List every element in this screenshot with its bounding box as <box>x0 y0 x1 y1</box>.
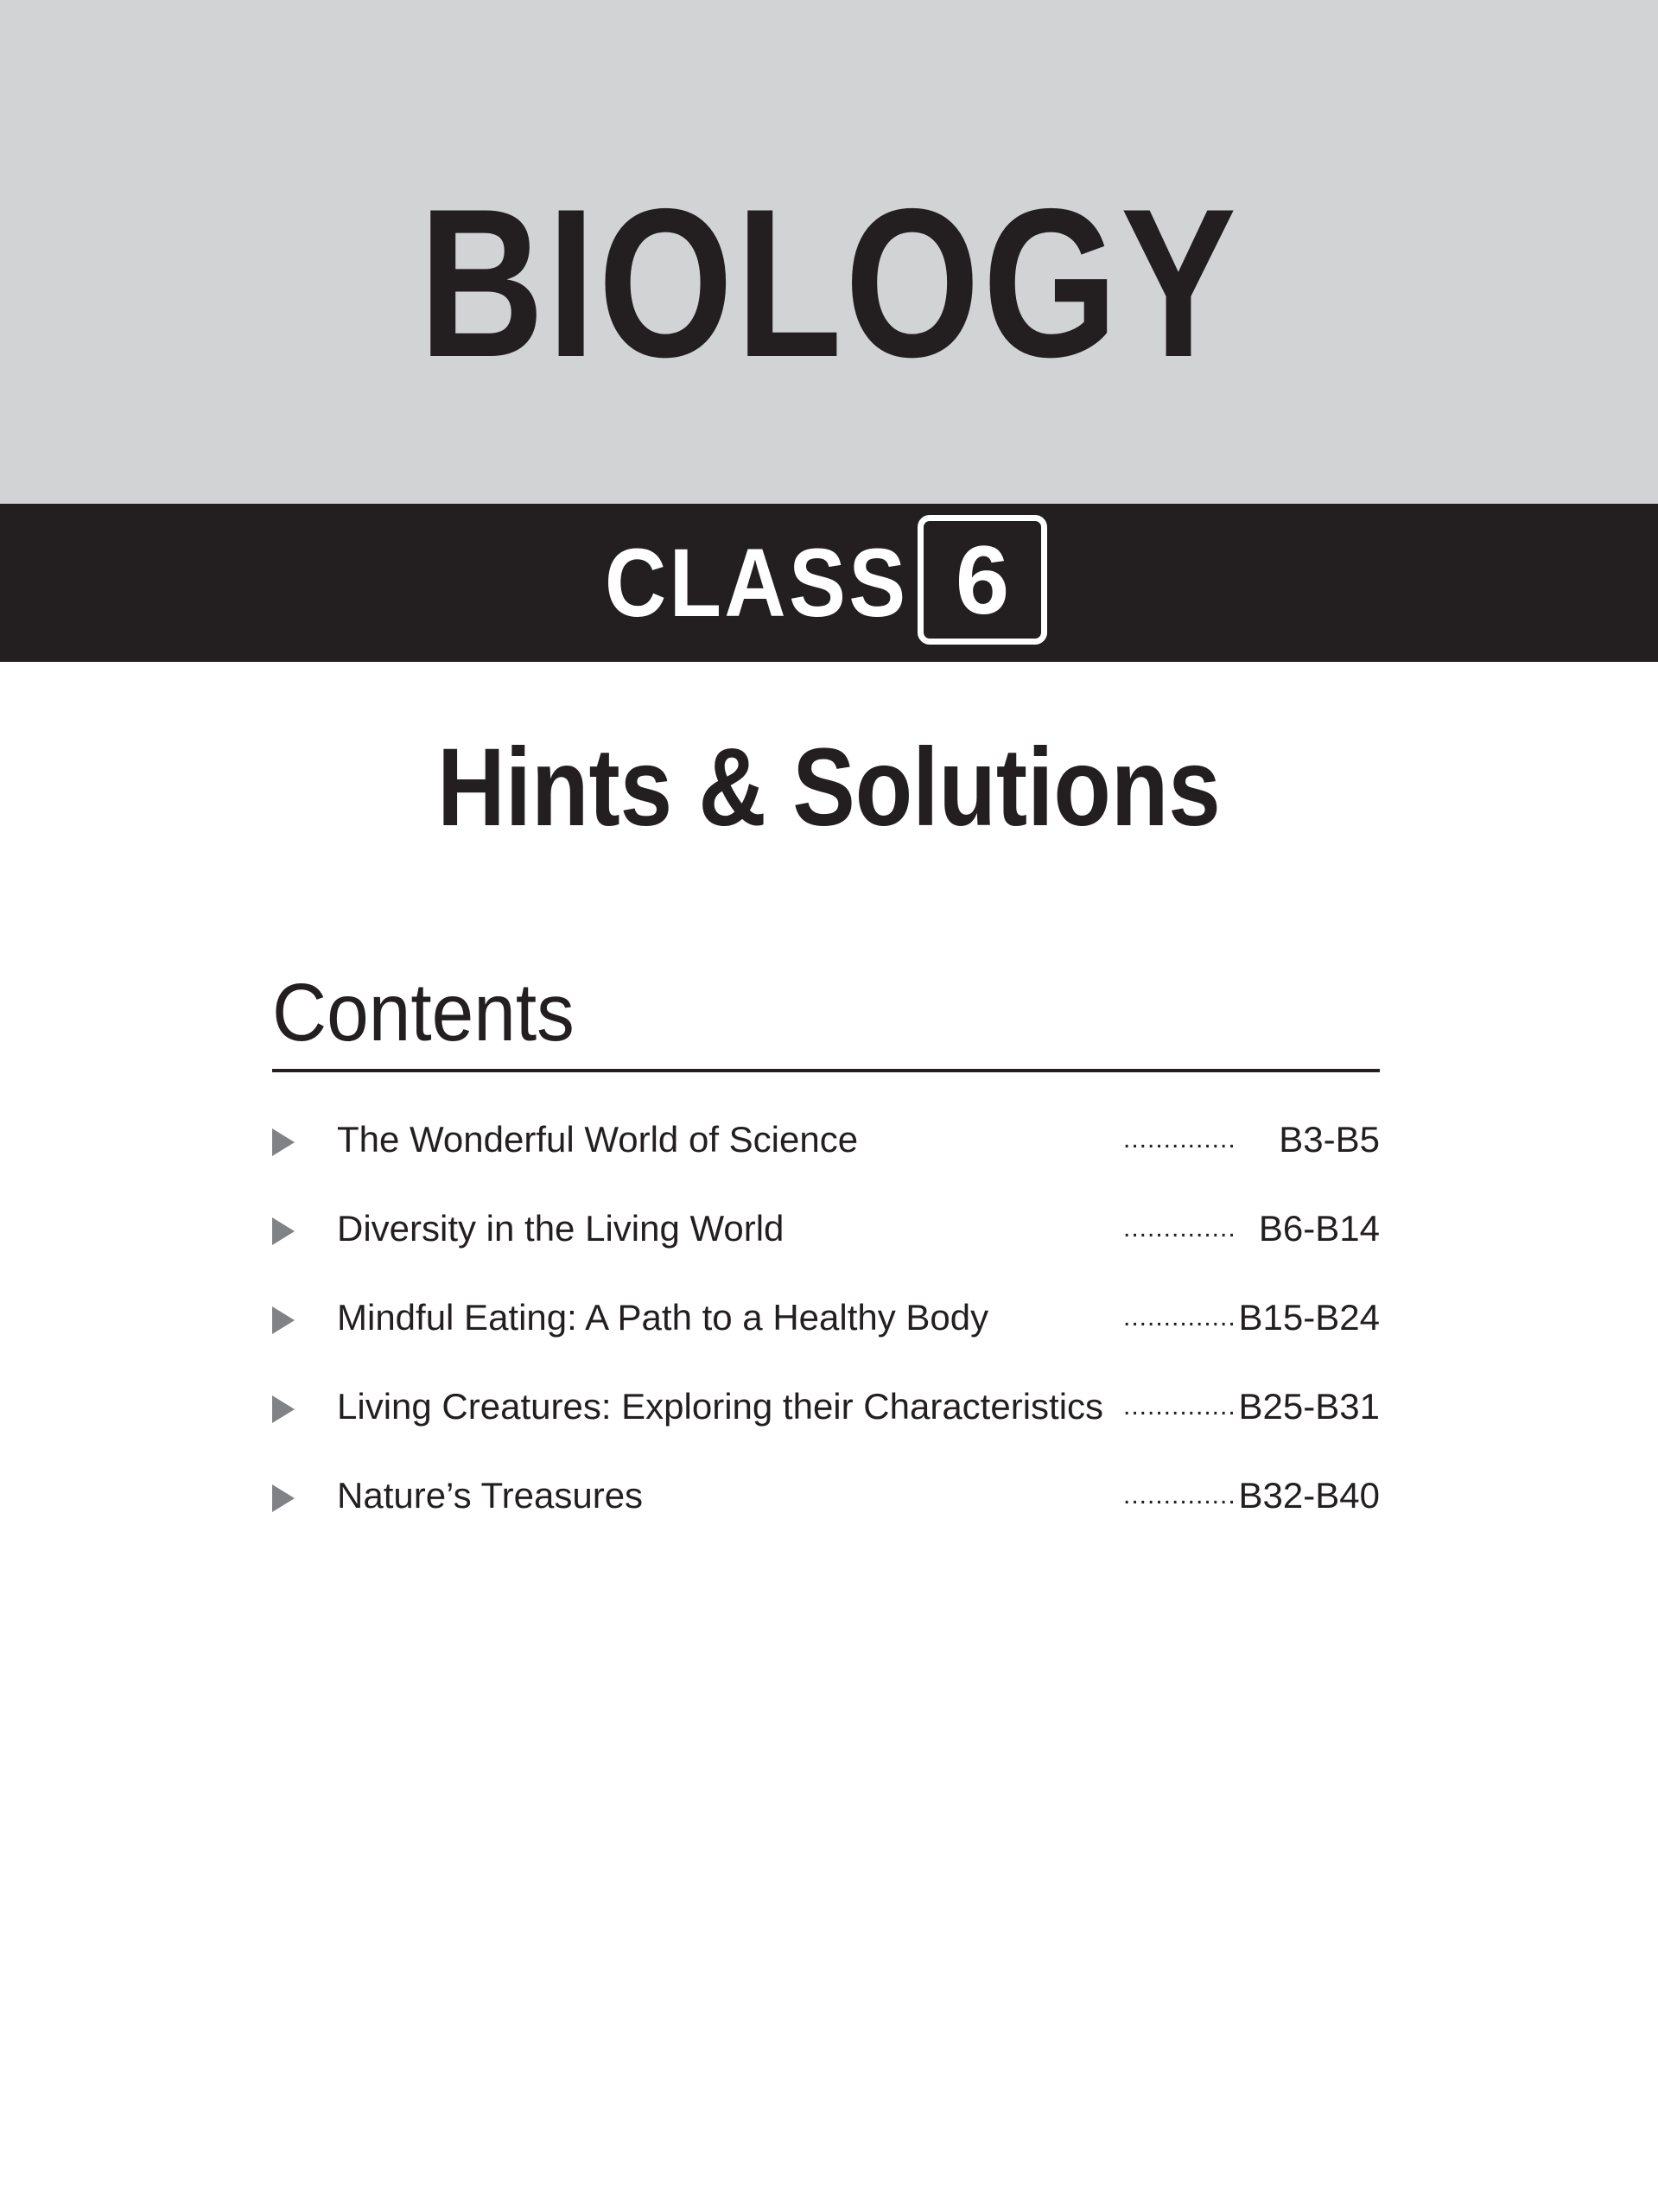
triangle-bullet-icon <box>272 1484 295 1512</box>
toc-item[interactable] <box>272 1191 1380 1280</box>
toc-item-pages: B6-B14 <box>1258 1208 1380 1249</box>
toc-item-pages: B15-B24 <box>1238 1297 1380 1338</box>
toc-item[interactable] <box>272 1458 1380 1547</box>
toc-item-pages: B32-B40 <box>1238 1475 1380 1516</box>
subject-title: BIOLOGY <box>418 164 1240 401</box>
toc-item[interactable] <box>272 1369 1380 1458</box>
triangle-bullet-icon <box>272 1128 295 1156</box>
triangle-bullet-icon <box>272 1306 295 1334</box>
toc-leader-dots: .............. <box>1123 1214 1236 1243</box>
triangle-bullet-icon <box>272 1395 295 1423</box>
toc-item-title: Mindful Eating: A Path to a Healthy Body <box>337 1297 989 1338</box>
toc-item-title: Living Creatures: Exploring their Characteristics <box>337 1386 1104 1427</box>
toc-item-pages: B25-B31 <box>1238 1386 1380 1427</box>
toc-item[interactable] <box>272 1280 1380 1369</box>
toc-item-title: Nature’s Treasures <box>337 1475 644 1516</box>
table-of-contents <box>272 1102 1380 1547</box>
class-label: CLASS <box>605 529 909 637</box>
page-subtitle: Hints & Solutions <box>437 726 1221 849</box>
toc-item-title: Diversity in the Living World <box>337 1208 785 1249</box>
toc-leader-dots: .............. <box>1123 1303 1236 1332</box>
toc-leader-dots: .............. <box>1123 1481 1236 1510</box>
toc-item[interactable] <box>272 1102 1380 1191</box>
toc-leader-dots: .............. <box>1123 1125 1236 1154</box>
contents-heading: Contents <box>272 967 575 1058</box>
toc-item-pages: B3-B5 <box>1279 1119 1380 1160</box>
triangle-bullet-icon <box>272 1217 295 1245</box>
class-number-box: 6 <box>918 515 1047 645</box>
toc-item-title: The Wonderful World of Science <box>337 1119 859 1160</box>
contents-divider <box>272 1069 1380 1072</box>
toc-leader-dots: .............. <box>1123 1392 1236 1421</box>
